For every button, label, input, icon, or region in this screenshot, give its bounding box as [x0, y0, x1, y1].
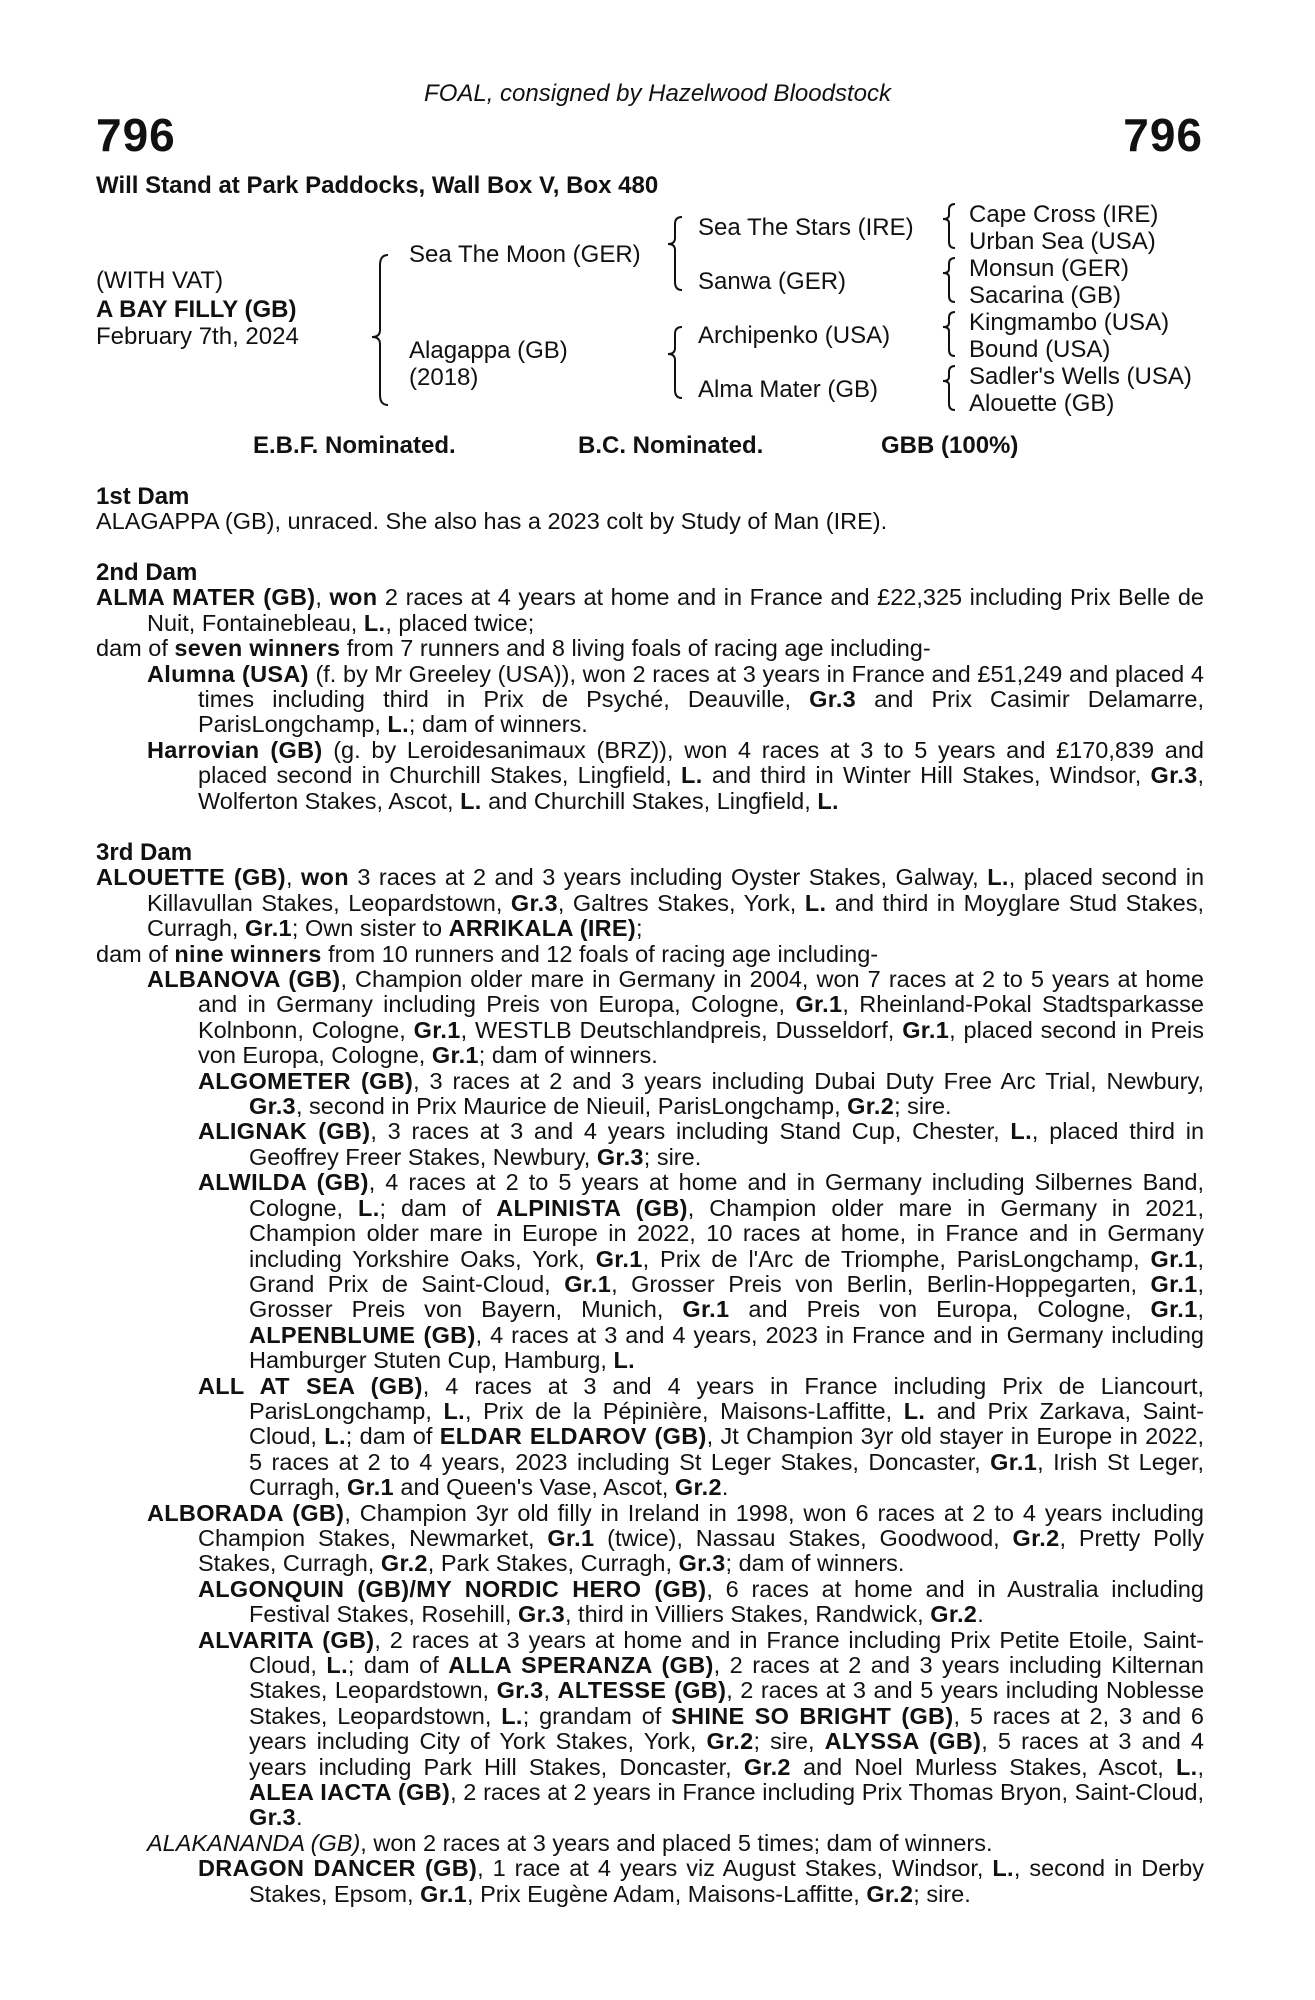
algonquin-entry: ALGONQUIN (GB)/MY NORDIC HERO (GB), 6 races at home and in Australia including Festival Stakes, Rosehill, Gr.3, third in Villiers Stakes, Randwick, Gr.2. [198, 1575, 1204, 1628]
third-dam-section [96, 840, 1204, 1907]
stand-location: Will Stand at Park Paddocks, Wall Box V, Box 480 [96, 172, 659, 199]
alumna-entry: Alumna (USA) (f. by Mr Greeley (USA)), won 2 races at 3 years in France and £51,249 and placed 4 times including third in Prix de Psyché, Deauville, Gr.3 and Prix Casimir Delamarre, ParisLongchamp, L.; dam of winners. [147, 660, 1205, 738]
alakananda-entry: ALAKANANDA (GB), won 2 races at 3 years and placed 5 times; dam of winners. [147, 1829, 993, 1856]
alwilda-entry: ALWILDA (GB), 4 races at 2 to 5 years at home and in Germany including Silbernes Band, Cologne, L.; dam of ALPINISTA (GB), Champion older mare in Germany in 2021, Champion older mare in Europe in 2022, 10 races at home, in France and in Germany including Yorkshire Oaks, York, Gr.1, Prix de l'Arc de Triomphe, ParisLongchamp, Gr.1, Grand Prix de Saint-Cloud, Gr.1, Grosser Preis von Berlin, Berlin-Hoppegarten, Gr.1, Grosser Preis von Bayern, Munich, Gr.1 and Preis von Europa, Cologne, Gr.1, ALPENBLUME (GB), 4 races at 3 and 4 years, 2023 in France and in Germany including Hamburger Stuten Cup, Hamburg, L. [198, 1169, 1204, 1374]
harrovian-entry: Harrovian (GB) (g. by Leroidesanimaux (BRZ)), won 4 races at 3 to 5 years and £170,839 and placed second in Churchill Stakes, Lingfield, L. and third in Winter Hill Stakes, Windsor, Gr.3, Wolferton Stakes, Ascot, L. and Churchill Stakes, Lingfield, L. [147, 736, 1205, 814]
alvarita-entry: ALVARITA (GB), 2 races at 3 years at home and in France including Prix Petite Etoile, Saint-Cloud, L.; dam of ALLA SPERANZA (GB), 2 races at 2 and 3 years including Kilternan Stakes, Leopardstown, Gr.3, ALTESSE (GB), 2 races at 3 and 5 years including Noblesse Stakes, Leopardstown, L.; grandam of SHINE SO BRIGHT (GB), 5 races at 2, 3 and 6 years including City of York Stakes, York, Gr.2; sire, ALYSSA (GB), 5 races at 3 and 4 years including Park Hill Stakes, Doncaster, Gr.2 and Noel Murless Stakes, Ascot, L., ALEA IACTA (GB), 2 races at 2 years in France including Prix Thomas Bryon, Saint-Cloud, Gr.3. [198, 1626, 1205, 1831]
second-dam-heading: 2nd Dam [96, 559, 198, 586]
pedigree-dam: Alagappa (GB) [409, 337, 568, 364]
third-dam-heading: 3rd Dam [96, 839, 193, 866]
pedigree-sire-sire: Sea The Stars (IRE) [698, 214, 914, 241]
consignor-line: FOAL, consigned by Hazelwood Bloodstock [424, 80, 891, 107]
alouette-entry: ALOUETTE (GB), won 3 races at 2 and 3 years including Oyster Stakes, Galway, L., placed second in Killavullan Stakes, Leopardstown, Gr.3, Galtres Stakes, York, L. and third in Moyglare Stud Stakes, Curragh, Gr.1; Own sister to ARRIKALA (IRE); [96, 864, 1205, 942]
pedigree-dam-year: (2018) [409, 364, 479, 391]
alma-mater-entry: ALMA MATER (GB), won 2 races at 4 years at home and in France and £22,325 including Prix Belle de Nuit, Fontainebleau, L., placed twice; [96, 584, 1205, 636]
pedigree-dam-dam: Alma Mater (GB) [698, 376, 879, 403]
pedigree-dam-sire: Archipenko (USA) [698, 322, 891, 349]
pedigree-gg-8: Alouette (GB) [969, 390, 1115, 417]
bc-nomination: B.C. Nominated. [578, 432, 764, 459]
first-dam-text: ALAGAPPA (GB), unraced. She also has a 2023 colt by Study of Man (IRE). [96, 508, 888, 535]
pedigree-gg-6: Bound (USA) [969, 336, 1111, 363]
first-dam-section [96, 484, 1204, 535]
pedigree-gg-3: Monsun (GER) [969, 255, 1130, 282]
lot-title: A BAY FILLY (GB) [96, 296, 297, 323]
alignak-entry: ALIGNAK (GB), 3 races at 3 and 4 years including Stand Cup, Chester, L., placed third in Geoffrey Freer Stakes, Newbury, Gr.3; sire. [198, 1118, 1205, 1170]
pedigree-gg-7: Sadler's Wells (USA) [969, 363, 1192, 390]
algometer-entry: ALGOMETER (GB), 3 races at 2 and 3 years including Dubai Duty Free Arc Trial, Newbury, Gr.3, second in Prix Maurice de Nieuil, ParisLongchamp, Gr.2; sire. [198, 1067, 1204, 1120]
gbb-status: GBB (100%) [881, 432, 1019, 459]
all-at-sea-entry: ALL AT SEA (GB), 4 races at 3 and 4 years in France including Prix de Liancourt, ParisLongchamp, L., Prix de la Pépinière, Maisons-Laffitte, L. and Prix Zarkava, Saint-Cloud, L.; dam of ELDAR ELDAROV (GB), Jt Champion 3yr old stayer in Europe in 2022, 5 races at 2 to 4 years, 2023 including St Leger Stakes, Doncaster, Gr.1, Irish St Leger, Curragh, Gr.1 and Queen's Vase, Ascot, Gr.2. [198, 1372, 1204, 1501]
ebf-nomination: E.B.F. Nominated. [253, 432, 456, 459]
foaling-date: February 7th, 2024 [96, 323, 299, 350]
albanova-entry: ALBANOVA (GB), Champion older mare in Germany in 2004, won 7 races at 2 to 5 years at home and in Germany including Preis von Europa, Cologne, Gr.1, Rheinland-Pokal Stadtsparkasse Kolnbonn, Cologne, Gr.1, WESTLB Deutschlandpreis, Dusseldorf, Gr.1, placed second in Preis von Europa, Cologne, Gr.1; dam of winners. [147, 966, 1205, 1069]
alborada-entry: ALBORADA (GB), Champion 3yr old filly in Ireland in 1998, won 6 races at 2 to 4 years including Champion Stakes, Newmarket, Gr.1 (twice), Nassau Stakes, Goodwood, Gr.2, Pretty Polly Stakes, Curragh, Gr.2, Park Stakes, Curragh, Gr.3; dam of winners. [147, 1499, 1205, 1577]
alma-mater-produce-line: dam of seven winners from 7 runners and 8 living foals of racing age including- [96, 635, 931, 662]
pedigree-gg-2: Urban Sea (USA) [969, 228, 1156, 255]
lot-number-left: 796 [96, 109, 176, 161]
pedigree-sire-dam: Sanwa (GER) [698, 268, 847, 295]
alouette-produce-line: dam of nine winners from 10 runners and 12 foals of racing age including- [96, 940, 879, 967]
second-dam-section [96, 560, 1204, 814]
pedigree-sire: Sea The Moon (GER) [409, 241, 641, 268]
pedigree-gg-1: Cape Cross (IRE) [969, 201, 1159, 228]
lot-number-right: 796 [1123, 109, 1203, 161]
pedigree-gg-4: Sacarina (GB) [969, 282, 1122, 309]
pedigree-gg-5: Kingmambo (USA) [969, 309, 1170, 336]
dragon-dancer-entry: DRAGON DANCER (GB), 1 race at 4 years viz August Stakes, Windsor, L., second in Derby Stakes, Epsom, Gr.1, Prix Eugène Adam, Maisons-Laffitte, Gr.2; sire. [198, 1855, 1204, 1907]
vat-note: (WITH VAT) [96, 267, 224, 294]
first-dam-heading: 1st Dam [96, 483, 190, 510]
